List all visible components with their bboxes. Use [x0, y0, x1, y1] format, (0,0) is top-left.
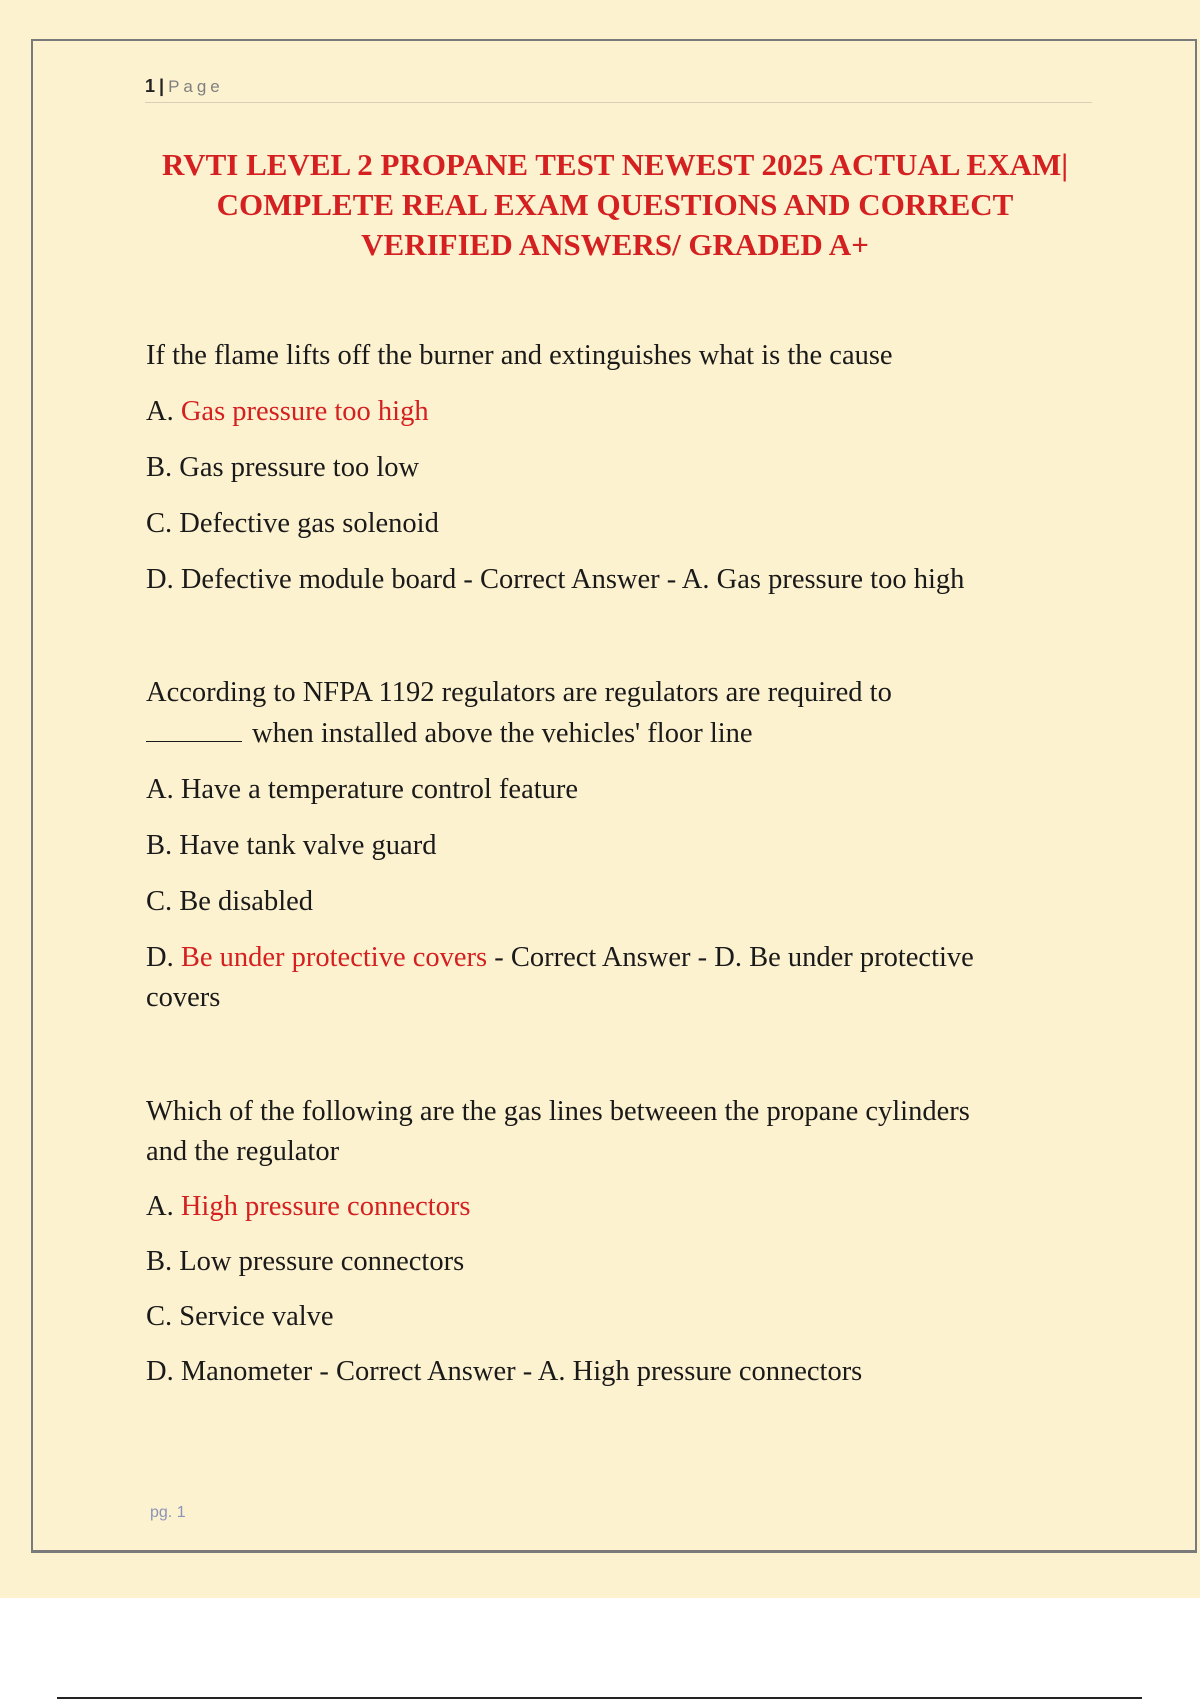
question-3-option-a [146, 1187, 1106, 1227]
question-2-option-c [146, 882, 1106, 922]
question-3-option-b [146, 1242, 1106, 1282]
question-block-1 [146, 336, 1106, 600]
option-text: Defective module board [180, 564, 457, 595]
header-page-word: Page [168, 77, 224, 96]
option-prefix: D. [146, 1356, 181, 1387]
question-2-text-line-1: According to NFPA 1192 regulators are regulators are required to [146, 677, 892, 708]
question-2-option-d [146, 938, 1106, 978]
option-text: Have tank valve guard [179, 830, 437, 861]
option-text: Have a temperature control feature [180, 774, 579, 805]
question-1-option-a [146, 392, 1106, 432]
question-3-text-line-1: Which of the following are the gas lines betweeen the propane cylinders [146, 1096, 970, 1127]
option-prefix: B. [146, 830, 180, 861]
fill-in-blank [146, 713, 242, 742]
question-3-text-line-2: and the regulator [146, 1136, 340, 1167]
correct-answer-note: - Correct Answer - A. Gas pressure too high [456, 564, 965, 595]
question-block-2 [146, 673, 1106, 1018]
question-2-option-b [146, 826, 1106, 866]
header-separator: | [159, 76, 165, 96]
question-2-text-line-2 [146, 713, 1106, 754]
option-prefix: A. [146, 1191, 181, 1222]
option-prefix: D. [146, 942, 181, 973]
option-prefix: B. [146, 452, 180, 483]
question-3-option-d [146, 1352, 1106, 1392]
option-prefix: A. [146, 774, 181, 805]
option-prefix: B. [146, 1246, 180, 1277]
option-text: Defective gas solenoid [179, 508, 439, 539]
option-prefix: C. [146, 508, 180, 539]
option-prefix: C. [146, 886, 180, 917]
document-title [120, 145, 1110, 265]
question-1-option-d [146, 560, 1106, 600]
option-text: Gas pressure too low [179, 452, 420, 483]
option-prefix: C. [146, 1301, 180, 1332]
page-header [145, 74, 1092, 103]
title-line-1: RVTI LEVEL 2 PROPANE TEST NEWEST 2025 ACTUAL EXAM| [161, 147, 1069, 182]
question-1-text: If the flame lifts off the burner and extinguishes what is the cause [146, 340, 893, 371]
question-1-option-c [146, 504, 1106, 544]
page-footer: pg. 1 [150, 1504, 186, 1521]
question-2-option-d-continuation: covers [146, 982, 221, 1013]
header-page-number: 1 [145, 76, 156, 96]
question-block-3 [146, 1092, 1106, 1392]
option-text: Manometer [180, 1356, 313, 1387]
question-2-option-a [146, 770, 1106, 810]
option-text-correct: Be under protective covers [180, 942, 488, 973]
option-text-correct: Gas pressure too high [180, 396, 429, 427]
question-2-text-rest: when installed above the vehicles' floor line [252, 718, 753, 749]
title-line-3: VERIFIED ANSWERS/ GRADED A+ [361, 227, 869, 262]
option-text: Low pressure connectors [179, 1246, 465, 1277]
correct-answer-note: - Correct Answer - D. Be under protective [487, 942, 974, 973]
question-1-option-b [146, 448, 1106, 488]
title-line-2: COMPLETE REAL EXAM QUESTIONS AND CORRECT [216, 187, 1014, 222]
option-text-correct: High pressure connectors [180, 1191, 471, 1222]
correct-answer-note: - Correct Answer - A. High pressure connectors [312, 1356, 863, 1387]
option-text: Service valve [179, 1301, 334, 1332]
option-text: Be disabled [179, 886, 314, 917]
question-3-option-c [146, 1297, 1106, 1337]
option-prefix: A. [146, 396, 181, 427]
option-prefix: D. [146, 564, 181, 595]
bottom-divider [57, 1697, 1142, 1699]
